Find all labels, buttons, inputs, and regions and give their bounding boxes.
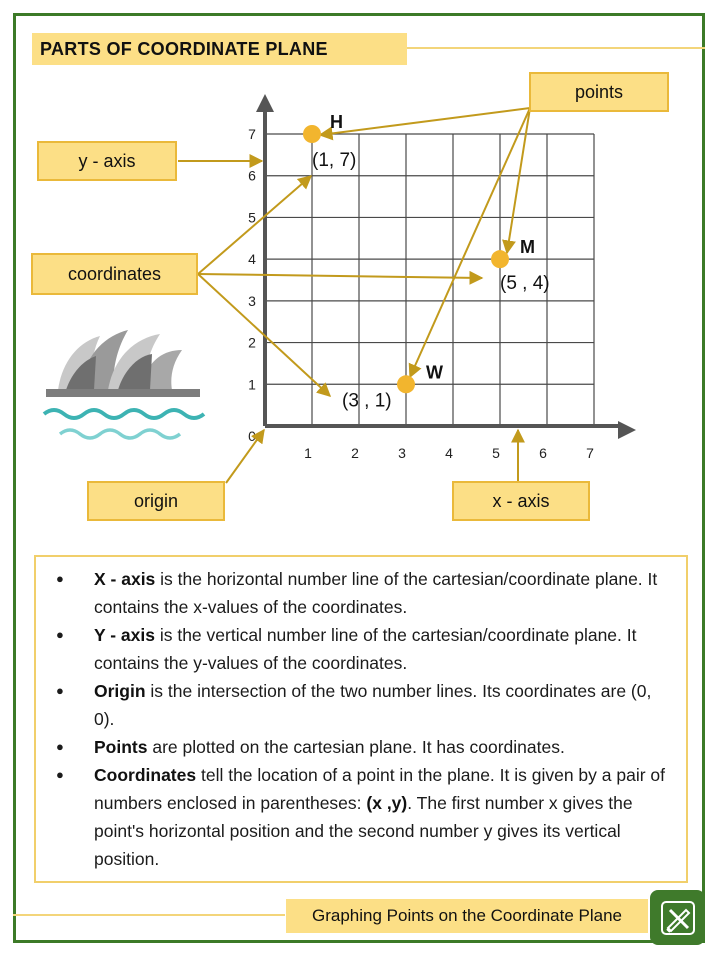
note-points [56, 733, 674, 761]
x-tick-label: 7 [586, 445, 594, 461]
note-text: . The first number x gives the point's horizontal position and the second number y gives its vertical position. [94, 793, 633, 869]
note-text: is the intersection of the two number lines. Its coordinates are (0, 0). [94, 681, 652, 729]
points-label: points [529, 72, 669, 112]
footer-rule [13, 914, 285, 916]
note-term: Coordinates [94, 765, 197, 785]
note-text: is the vertical number line of the cartesian/coordinate plane. It contains the y-values of the coordinates. [94, 625, 637, 673]
y-axis-label: y - axis [37, 141, 177, 181]
x-tick-label: 1 [304, 445, 312, 461]
point-coordinate-label: (1, 7) [312, 150, 357, 171]
point-coordinate-label: (3 , 1) [342, 390, 392, 412]
arrow-points-to-m [507, 108, 530, 253]
origin-tick-label: 0 [248, 428, 256, 444]
y-tick-label: 6 [248, 167, 256, 184]
arrow-coordinates-m [198, 274, 482, 278]
origin-label: origin [87, 481, 225, 521]
note-term: X - axis [94, 569, 156, 589]
opera-house-icon [44, 330, 204, 438]
note-term: Origin [94, 681, 146, 701]
arrow-points-to-h [320, 108, 530, 135]
note-origin [56, 677, 674, 733]
x-tick-label: 2 [351, 445, 359, 461]
note-coordinates [56, 761, 674, 873]
note-x-axis [56, 565, 674, 621]
point-coordinate-label: (5 , 4) [500, 273, 550, 295]
point-h [303, 125, 321, 143]
point-w [397, 375, 415, 393]
note-term: Points [94, 737, 148, 757]
y-tick-label: 4 [248, 251, 256, 268]
x-axis-arrowhead [618, 421, 636, 439]
point-m [491, 250, 509, 268]
x-axis-label: x - axis [452, 481, 590, 521]
y-tick-label: 2 [248, 334, 256, 351]
note-term: (x ,y) [366, 793, 408, 813]
x-tick-label: 5 [492, 445, 500, 461]
arrow-origin [226, 430, 264, 483]
note-y-axis [56, 621, 674, 677]
coordinates-label: coordinates [31, 253, 198, 295]
page-title: PARTS OF COORDINATE PLANE [32, 33, 407, 65]
y-tick-label: 1 [248, 376, 256, 393]
x-tick-label: 6 [539, 445, 547, 461]
note-text: tell the location of a point in the plane. It is given by a pair of numbers enclosed in parentheses: [94, 765, 666, 813]
x-tick-label: 3 [398, 445, 406, 461]
definitions-box [34, 555, 688, 883]
footer-title: Graphing Points on the Coordinate Plane [286, 899, 648, 933]
note-text: is the horizontal number line of the cartesian/coordinate plane. It contains the x-values of the coordinates. [94, 569, 658, 617]
y-tick-label: 3 [248, 292, 256, 309]
point-name-label: H [330, 112, 343, 132]
note-term: Y - axis [94, 625, 155, 645]
note-text: are plotted on the cartesian plane. It has coordinates. [147, 737, 565, 757]
arrow-points-to-w [410, 108, 530, 377]
point-name-label: W [426, 362, 443, 383]
x-tick-label: 4 [445, 445, 453, 461]
y-tick-label: 5 [248, 209, 256, 226]
point-name-label: M [520, 237, 535, 258]
pencil-ruler-icon [650, 890, 705, 945]
y-axis-arrowhead [256, 94, 274, 112]
y-tick-label: 7 [248, 126, 256, 142]
